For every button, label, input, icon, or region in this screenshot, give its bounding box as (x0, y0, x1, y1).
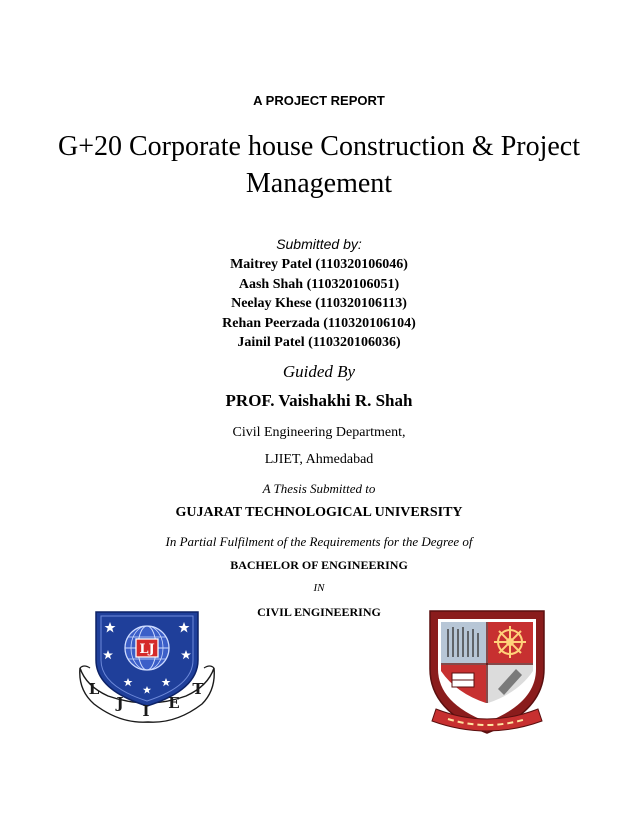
department: Civil Engineering Department, (232, 425, 406, 440)
student-name: Maitrey Patel (110320106046) (230, 257, 408, 272)
thesis-submitted-to: A Thesis Submitted to (262, 481, 376, 496)
ljiet-letter: L (88, 680, 100, 698)
page-title (0, 128, 638, 202)
branch-name: CIVIL ENGINEERING (257, 605, 381, 619)
title-line-1: G+20 Corporate house Construction & Project (57, 131, 581, 162)
submitted-by-label: Submitted by: (276, 236, 362, 252)
ljiet-letter: I (142, 702, 150, 720)
university-name: GUJARAT TECHNOLOGICAL UNIVERSITY (175, 505, 463, 520)
student-name: Neelay Khese (110320106113) (231, 296, 407, 311)
report-type: A PROJECT REPORT (253, 93, 385, 108)
student-name: Aash Shah (110320106051) (238, 276, 400, 292)
gtu-crest (426, 605, 548, 737)
ljiet-monogram: LJ (139, 642, 155, 657)
ljiet-letter: E (168, 694, 180, 712)
ljiet-letter: J (116, 694, 124, 712)
ljiet-logo (76, 606, 218, 726)
guided-by-label: Guided By (282, 362, 356, 381)
student-list (0, 255, 638, 353)
ljiet-letter: T (192, 680, 204, 698)
degree-name: BACHELOR OF ENGINEERING (230, 558, 408, 572)
institute: LJIET, Ahmedabad (264, 452, 374, 467)
student-name: Jainil Patel (110320106036) (237, 335, 401, 350)
title-line-2: Management (245, 168, 393, 199)
partial-fulfilment: In Partial Fulfilment of the Requirements for the Degree of (165, 534, 473, 549)
in-label: IN (313, 582, 325, 594)
student-name: Rehan Peerzada (110320106104) (222, 315, 416, 331)
guide-name: PROF. Vaishakhi R. Shah (225, 391, 413, 410)
